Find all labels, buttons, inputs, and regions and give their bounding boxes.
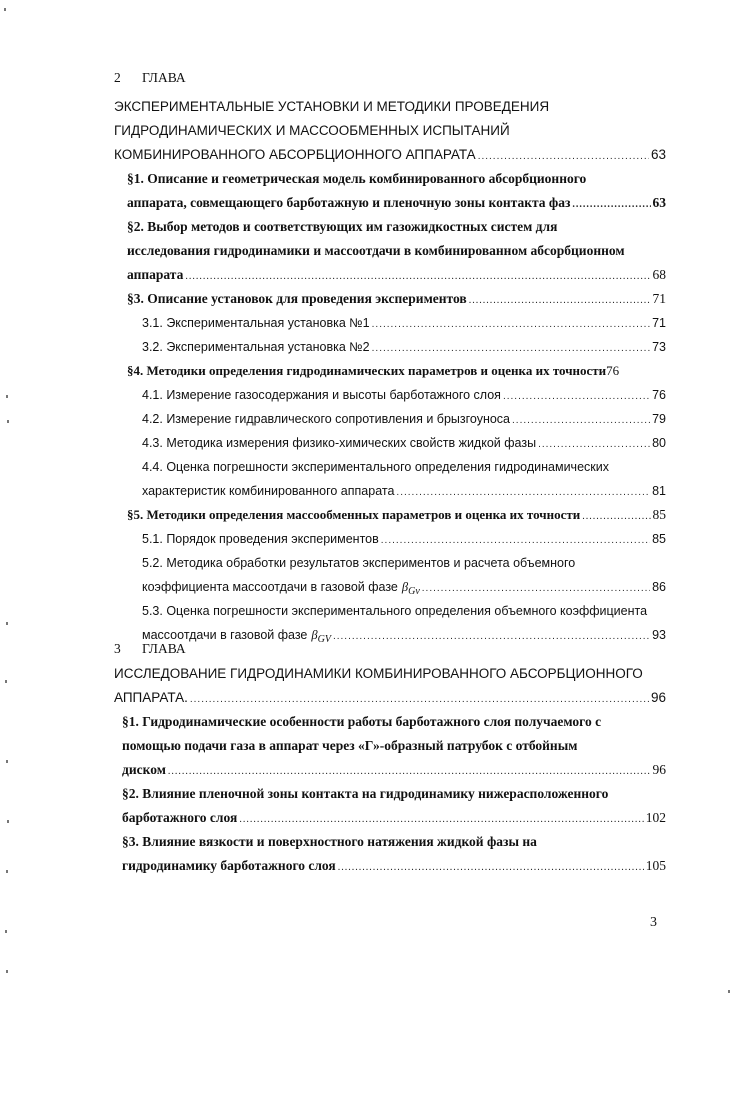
toc-section-text: помощью подачи газа в аппарат через «Г»-образный патрубок с отбойным	[122, 738, 578, 753]
toc-subsection-text: 4.4. Оценка погрешности экспериментального определения гидродинамических	[142, 460, 609, 474]
toc-subsection-4-3	[142, 434, 666, 454]
toc-section-text: §1. Описание и геометрическая модель комбинированного абсорбционного	[127, 171, 587, 186]
toc-page-number: 79	[652, 412, 666, 426]
dot-leader	[572, 196, 650, 214]
toc-page-number: 102	[645, 810, 666, 825]
toc-subsection-5-2-line-1	[142, 554, 666, 572]
toc-subsection-text: коэффициента массоотдачи в газовой фазе	[142, 580, 398, 594]
dot-leader	[185, 268, 650, 286]
toc-section-3-1-line-3	[122, 761, 666, 781]
toc-section-3-2-line-2	[122, 809, 666, 829]
scan-speck	[7, 820, 9, 823]
toc-subsection-text: 4.2. Измерение гидравлического сопротивления и брызгоуноса	[142, 412, 511, 426]
toc-page-number: 96	[650, 690, 666, 705]
toc-subsection-4-2	[142, 410, 666, 430]
chapter-3-title-text: ИССЛЕДОВАНИЕ ГИДРОДИНАМИКИ КОМБИНИРОВАННОГО АБСОРБЦИОННОГО	[114, 666, 643, 681]
scan-speck	[6, 760, 8, 763]
toc-page-number: 105	[645, 858, 666, 873]
toc-section-2-2-line-3	[127, 266, 666, 286]
toc-page-number: 85	[652, 532, 666, 546]
dot-leader	[168, 763, 651, 781]
chapter-3-label: ГЛАВА	[142, 641, 186, 656]
toc-section-text: §3. Влияние вязкости и поверхностного натяжения жидкой фазы на	[122, 834, 537, 849]
toc-section-text: §1. Гидродинамические особенности работы барботажного слоя получаемого с	[122, 714, 602, 729]
dot-leader	[422, 580, 650, 598]
scan-speck	[728, 990, 730, 993]
scan-speck	[6, 970, 8, 973]
toc-section-3-3-line-1	[122, 833, 666, 851]
dot-leader	[478, 148, 649, 166]
toc-page-number: 68	[652, 267, 666, 282]
scan-speck	[6, 395, 8, 398]
chapter-3-title-text: АППАРАТА.	[114, 690, 188, 705]
toc-section-text: аппарата, совмещающего барботажную и пленочную зоны контакта фаз	[127, 195, 571, 210]
toc-subsection-text: массоотдачи в газовой фазе	[142, 628, 308, 642]
dot-leader	[190, 691, 649, 709]
chapter-2-label: ГЛАВА	[142, 70, 186, 85]
chapter-2-title-text: ЭКСПЕРИМЕНТАЛЬНЫЕ УСТАНОВКИ И МЕТОДИКИ ПРОВЕДЕНИЯ	[114, 99, 550, 114]
toc-subsection-text: характеристик комбинированного аппарата	[142, 484, 395, 498]
toc-page-number: 73	[652, 340, 666, 354]
toc-page-number: 71	[652, 316, 666, 330]
scan-speck	[4, 8, 6, 11]
dot-leader	[381, 532, 650, 550]
chapter-2-title-line-2	[114, 122, 674, 140]
chapter-3-title-line-2	[114, 689, 666, 709]
toc-section-3-1-line-1	[122, 713, 666, 731]
toc-subsection-3-2	[142, 338, 666, 358]
dot-leader	[372, 340, 650, 358]
toc-subsection-text: 5.2. Методика обработки результатов экспериментов и расчета объемного	[142, 556, 576, 570]
toc-section-3-1-line-2	[122, 737, 666, 755]
toc-section-text: гидродинамику барботажного слоя	[122, 858, 336, 873]
dot-leader	[512, 412, 650, 430]
chapter-2-number: 2	[114, 70, 121, 85]
toc-section-2-5	[127, 506, 666, 526]
scan-speck	[5, 930, 7, 933]
toc-subsection-text: 3.2. Экспериментальная установка №2	[142, 340, 370, 354]
toc-subsection-text: 4.3. Методика измерения физико-химических свойств жидкой фазы	[142, 436, 537, 450]
toc-page-number: 96	[652, 762, 666, 777]
scan-speck	[6, 622, 8, 625]
toc-subsection-text: 5.3. Оценка погрешности экспериментального определения объемного коэффициента	[142, 604, 648, 618]
toc-page-number: 80	[652, 436, 666, 450]
toc-page-number: 85	[652, 507, 666, 522]
dot-leader	[239, 811, 643, 829]
toc-section-text: аппарата	[127, 267, 184, 282]
toc-page-number: 63	[652, 195, 666, 210]
toc-subsection-text: 3.1. Экспериментальная установка №1	[142, 316, 370, 330]
toc-section-text: §3. Описание установок для проведения экспериментов	[127, 291, 467, 306]
dot-leader	[538, 436, 650, 454]
toc-subsection-4-1	[142, 386, 666, 406]
toc-subsection-4-4-line-2	[142, 482, 666, 502]
toc-subsection-5-2-line-2	[142, 578, 666, 601]
toc-page-number: 71	[652, 291, 666, 306]
toc-page-number: 63	[650, 147, 666, 162]
toc-section-text: барботажного слоя	[122, 810, 238, 825]
dot-leader	[338, 859, 644, 877]
chapter-2-title-line-1	[114, 98, 674, 116]
toc-page-number: 76	[606, 363, 620, 378]
toc-section-2-2-line-2	[127, 242, 666, 260]
chapter-3-heading	[114, 640, 674, 658]
toc-page-number: 93	[652, 628, 666, 642]
chapter-2-title-line-3	[114, 146, 666, 166]
toc-page-number: 76	[652, 388, 666, 402]
toc-section-text: диском	[122, 762, 166, 777]
toc-subsection-3-1	[142, 314, 666, 334]
chapter-2-heading	[114, 69, 674, 87]
toc-section-3-3-line-2	[122, 857, 666, 877]
scan-speck	[7, 420, 9, 423]
toc-section-2-4	[127, 362, 668, 380]
chapter-2-title-text: ГИДРОДИНАМИЧЕСКИХ И МАССООБМЕННЫХ ИСПЫТАНИЙ	[114, 123, 510, 138]
beta-symbol: $\beta_{GV}$	[311, 628, 331, 645]
toc-section-2-2-line-1	[127, 218, 666, 236]
toc-section-3-2-line-1	[122, 785, 666, 803]
dot-leader	[396, 484, 650, 502]
dot-leader	[503, 388, 650, 406]
dot-leader	[469, 292, 651, 310]
toc-subsection-5-1	[142, 530, 666, 550]
toc-section-text: §4. Методики определения гидродинамических параметров и оценка их точности	[127, 363, 607, 378]
toc-section-text: §2. Выбор методов и соответствующих им газожидкостных систем для	[127, 219, 558, 234]
toc-section-2-1-line-2	[127, 194, 666, 214]
scan-speck	[5, 680, 7, 683]
dot-leader	[372, 316, 650, 334]
chapter-2-title-text: КОМБИНИРОВАННОГО АБСОРБЦИОННОГО АППАРАТА	[114, 147, 476, 162]
toc-section-2-3	[127, 290, 666, 310]
toc-section-text: §2. Влияние пленочной зоны контакта на гидродинамику нижерасположенного	[122, 786, 609, 801]
toc-subsection-5-3-line-1	[142, 602, 666, 620]
toc-subsection-text: 4.1. Измерение газосодержания и высоты барботажного слоя	[142, 388, 501, 402]
toc-page-number: 81	[652, 484, 666, 498]
toc-page-number: 86	[652, 580, 666, 594]
toc-section-text: исследования гидродинамики и массоотдачи в комбинированном абсорбционном	[127, 243, 625, 258]
toc-subsection-text: 5.1. Порядок проведения экспериментов	[142, 532, 379, 546]
chapter-3-title-line-1	[114, 665, 674, 683]
toc-subsection-4-4-line-1	[142, 458, 666, 476]
toc-section-text: §5. Методики определения массообменных параметров и оценка их точности	[127, 507, 581, 522]
scan-speck	[6, 870, 8, 873]
page-number: 3	[650, 915, 657, 930]
dot-leader	[582, 508, 650, 526]
beta-symbol: $\beta_{Gv}$	[401, 580, 420, 597]
chapter-3-number: 3	[114, 641, 121, 656]
toc-section-2-1-line-1	[127, 170, 666, 188]
